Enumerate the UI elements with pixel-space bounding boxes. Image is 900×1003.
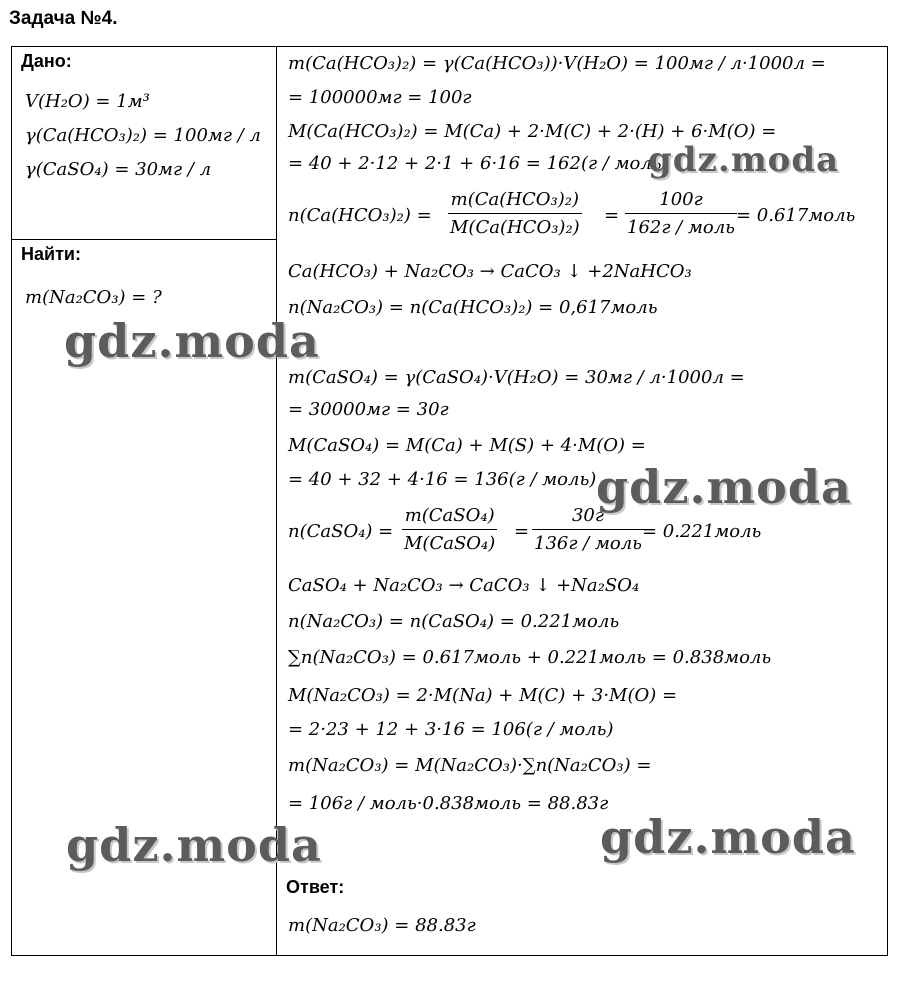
watermark: gdz.moda bbox=[600, 810, 856, 864]
watermark: gdz.moda bbox=[648, 140, 840, 180]
find-header: Найти: bbox=[21, 244, 81, 264]
fraction-denominator: 162г / моль bbox=[627, 217, 735, 238]
solution-line-7: n(Na₂CO₃) = n(Ca(HCO₃)₂) = 0,617моль bbox=[288, 297, 658, 318]
given-line-1: V(H₂O) = 1м³ bbox=[25, 91, 150, 112]
answer-header: Ответ: bbox=[286, 877, 345, 897]
given-header: Дано: bbox=[21, 51, 72, 71]
fraction-mass-over-molar-1 bbox=[448, 189, 582, 238]
solution-line-9: = 30000мг = 30г bbox=[288, 399, 449, 420]
solution-line-2: = 100000мг = 100г bbox=[288, 87, 472, 108]
fraction-denominator: 136г / моль bbox=[534, 533, 642, 554]
fraction-numerator: 100г bbox=[625, 189, 737, 214]
solution-line-11: = 40 + 32 + 4·16 = 136(г / моль) bbox=[288, 469, 597, 490]
solution-line-13: CaSO₄ + Na₂CO₃ → CaCO₃ ↓ +Na₂SO₄ bbox=[288, 575, 640, 596]
answer-line: m(Na₂CO₃) = 88.83г bbox=[288, 915, 476, 936]
fraction-numerator: m(Ca(HCO₃)₂) bbox=[448, 189, 582, 214]
watermark: gdz.moda bbox=[66, 818, 322, 872]
row-divider bbox=[12, 239, 277, 240]
fraction-numerator: m(CaSO₄) bbox=[402, 505, 497, 530]
solution-line-10: M(CaSO₄) = M(Ca) + M(S) + 4·M(O) = bbox=[288, 435, 646, 456]
given-line-3: γ(CaSO₄) = 30мг / л bbox=[25, 159, 212, 180]
solution-line-12-left: n(CaSO₄) = bbox=[288, 521, 394, 542]
solution-line-17: = 2·23 + 12 + 3·16 = 106(г / моль) bbox=[288, 719, 614, 740]
solution-line-8: m(CaSO₄) = γ(CaSO₄)·V(H₂O) = 30мг / л·1000л = bbox=[288, 367, 745, 388]
solution-line-3: M(Ca(HCO₃)₂) = M(Ca) + 2·M(C) + 2·(H) + 6·M(O) = bbox=[288, 121, 777, 142]
given-line-2: γ(Ca(HCO₃)₂) = 100мг / л bbox=[25, 125, 261, 146]
solution-line-1: m(Ca(HCO₃)₂) = γ(Ca(HCO₃))·V(H₂O) = 100мг / л·1000л = bbox=[288, 53, 826, 74]
solution-line-4: = 40 + 2·12 + 2·1 + 6·16 = 162(г / моль) bbox=[288, 153, 669, 174]
solution-line-12-right: = 0.221моль bbox=[642, 521, 762, 542]
solution-line-16: M(Na₂CO₃) = 2·M(Na) + M(C) + 3·M(O) = bbox=[288, 685, 678, 706]
solution-line-14: n(Na₂CO₃) = n(CaSO₄) = 0.221моль bbox=[288, 611, 620, 632]
solution-line-5-right: = 0.617моль bbox=[736, 205, 856, 226]
fraction-denominator: M(CaSO₄) bbox=[404, 533, 496, 554]
solution-line-6: Ca(HCO₃) + Na₂CO₃ → CaCO₃ ↓ +2NaHCO₃ bbox=[288, 261, 692, 282]
watermark: gdz.moda bbox=[64, 314, 320, 368]
solution-line-19: = 106г / моль·0.838моль = 88.83г bbox=[288, 793, 609, 814]
fraction-numerator: 30г bbox=[532, 505, 644, 530]
watermark: gdz.moda bbox=[596, 460, 852, 514]
solution-line-18: m(Na₂CO₃) = M(Na₂CO₃)·∑n(Na₂CO₃) = bbox=[288, 755, 652, 776]
fraction-mass-over-molar-2 bbox=[402, 505, 497, 554]
fraction-denominator: M(Ca(HCO₃)₂) bbox=[450, 217, 580, 238]
find-line: m(Na₂CO₃) = ? bbox=[25, 287, 162, 308]
fraction-values-1 bbox=[625, 189, 737, 238]
equals-sign: = bbox=[604, 205, 620, 226]
task-title: Задача №4. bbox=[9, 8, 118, 29]
equals-sign: = bbox=[514, 521, 530, 542]
solution-line-15: ∑n(Na₂CO₃) = 0.617моль + 0.221моль = 0.838моль bbox=[288, 647, 772, 668]
solution-line-5-left: n(Ca(HCO₃)₂) = bbox=[288, 205, 432, 226]
